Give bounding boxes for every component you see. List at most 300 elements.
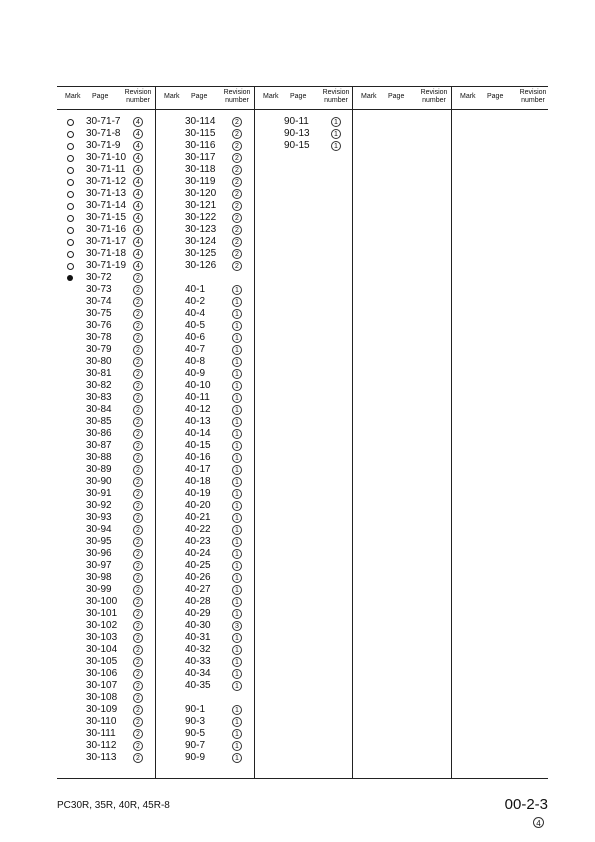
open-circle-mark-icon xyxy=(66,260,74,268)
page-cell: 30-75 xyxy=(86,308,112,319)
table-row xyxy=(57,440,154,452)
table-row xyxy=(57,248,154,260)
header-revision-line: number xyxy=(521,97,545,104)
revision-badge: 1 xyxy=(331,141,341,151)
revision-badge: 1 xyxy=(232,465,242,475)
page-cell: 40-6 xyxy=(185,332,206,343)
page-cell: 30-71-7 xyxy=(86,116,121,127)
page-cell: 40-18 xyxy=(185,476,211,487)
table-row xyxy=(57,164,154,176)
table-row xyxy=(156,632,253,644)
revision-badge: 2 xyxy=(133,309,143,319)
page-cell: 30-116 xyxy=(185,140,216,151)
revision-badge: 2 xyxy=(133,501,143,511)
table-row xyxy=(156,644,253,656)
table-row xyxy=(57,488,154,500)
header-revision-line: Revision xyxy=(519,89,547,96)
table-row xyxy=(57,212,154,224)
table-row xyxy=(57,740,154,752)
table-row xyxy=(156,200,253,212)
page-cell: 30-90 xyxy=(86,476,112,487)
page-cell: 40-2 xyxy=(185,296,206,307)
page-cell: 30-121 xyxy=(185,200,217,211)
page-cell: 30-110 xyxy=(86,716,117,727)
page-cell: 30-102 xyxy=(86,620,118,631)
header-page: Page xyxy=(92,93,109,100)
page-cell: 40-15 xyxy=(185,440,211,451)
page-cell: 30-103 xyxy=(86,632,118,643)
table-row xyxy=(156,656,253,668)
header-page: Page xyxy=(388,93,405,100)
revision-badge: 2 xyxy=(133,465,143,475)
revision-badge: 4 xyxy=(133,237,143,247)
page-cell: 30-114 xyxy=(185,116,216,127)
revision-badge: 2 xyxy=(133,345,143,355)
header-revision-line: Revision xyxy=(223,89,251,96)
page-cell: 30-71-18 xyxy=(86,248,127,259)
table-row xyxy=(57,584,154,596)
table-row xyxy=(156,716,253,728)
column-divider xyxy=(451,86,452,778)
table-row xyxy=(57,452,154,464)
revision-badge: 1 xyxy=(232,753,242,763)
table-row xyxy=(156,752,253,764)
table-row xyxy=(156,512,253,524)
revision-badge: 2 xyxy=(133,417,143,427)
page-cell: 30-71-8 xyxy=(86,128,121,139)
open-circle-mark-icon xyxy=(66,236,74,244)
page-cell: 40-7 xyxy=(185,344,206,355)
open-circle-mark-icon xyxy=(66,164,74,172)
revision-badge: 2 xyxy=(133,753,143,763)
header-mark: Mark xyxy=(164,93,180,100)
page-cell: 30-105 xyxy=(86,656,118,667)
page-cell: 40-24 xyxy=(185,548,211,559)
revision-badge: 2 xyxy=(232,129,242,139)
table-row xyxy=(57,668,154,680)
revision-badge: 1 xyxy=(232,561,242,571)
page-cell: 30-84 xyxy=(86,404,112,415)
table-row xyxy=(57,272,154,284)
revision-badge: 4 xyxy=(133,177,143,187)
page-cell: 40-9 xyxy=(185,368,206,379)
page-cell: 30-82 xyxy=(86,380,112,391)
revision-badge: 1 xyxy=(232,345,242,355)
page-cell: 30-115 xyxy=(185,128,216,139)
revision-badge: 2 xyxy=(133,597,143,607)
revision-badge: 1 xyxy=(232,429,242,439)
revision-badge: 2 xyxy=(232,141,242,151)
revision-badge: 1 xyxy=(232,453,242,463)
page-cell: 30-126 xyxy=(185,260,217,271)
page-cell: 30-122 xyxy=(185,212,217,223)
table-row xyxy=(156,500,253,512)
table-row xyxy=(156,152,253,164)
revision-badge: 2 xyxy=(232,249,242,259)
filled-circle-mark-icon xyxy=(66,272,74,280)
table-row xyxy=(57,392,154,404)
page-cell: 40-33 xyxy=(185,656,211,667)
table-row xyxy=(156,620,253,632)
header-revision xyxy=(220,89,254,105)
table-row xyxy=(156,704,253,716)
page-cell: 30-71-15 xyxy=(86,212,127,223)
table-top-rule xyxy=(57,86,548,87)
table-row xyxy=(57,524,154,536)
table-row xyxy=(57,356,154,368)
page-cell: 30-106 xyxy=(86,668,118,679)
revision-badge: 1 xyxy=(232,717,242,727)
revision-badge: 2 xyxy=(133,681,143,691)
model-name: PC30R, 35R, 40R, 45R-8 xyxy=(57,800,170,811)
table-row xyxy=(156,128,253,140)
page-cell: 90-9 xyxy=(185,752,206,763)
page-cell: 30-113 xyxy=(86,752,117,763)
table-row xyxy=(57,692,154,704)
revision-badge: 2 xyxy=(133,705,143,715)
revision-badge: 1 xyxy=(232,633,242,643)
revision-badge: 2 xyxy=(133,285,143,295)
revision-badge: 1 xyxy=(232,381,242,391)
open-circle-mark-icon xyxy=(66,188,74,196)
revision-badge: 4 xyxy=(133,117,143,127)
page-cell: 40-27 xyxy=(185,584,211,595)
page-cell: 40-4 xyxy=(185,308,206,319)
page-cell: 40-12 xyxy=(185,404,211,415)
header-revision xyxy=(417,89,451,105)
table-row xyxy=(156,308,253,320)
header-mark: Mark xyxy=(65,93,81,100)
revision-badge: 4 xyxy=(133,201,143,211)
revision-badge: 4 xyxy=(133,153,143,163)
revision-badge: 2 xyxy=(133,657,143,667)
open-circle-mark-icon xyxy=(66,224,74,232)
page-cell: 30-73 xyxy=(86,284,112,295)
table-row xyxy=(156,320,253,332)
revision-badge: 4 xyxy=(133,165,143,175)
table-row xyxy=(156,392,253,404)
page-cell: 90-7 xyxy=(185,740,206,751)
page-cell: 30-124 xyxy=(185,236,217,247)
table-row xyxy=(57,476,154,488)
revision-badge: 4 xyxy=(133,213,143,223)
open-circle-mark-icon xyxy=(66,248,74,256)
revision-badge: 2 xyxy=(133,717,143,727)
page-cell: 30-71-16 xyxy=(86,224,127,235)
page-cell: 40-34 xyxy=(185,668,211,679)
header-revision-line: number xyxy=(126,97,150,104)
table-row xyxy=(57,128,154,140)
header-revision-line: number xyxy=(324,97,348,104)
revision-badge: 1 xyxy=(232,417,242,427)
table-row xyxy=(156,356,253,368)
table-row xyxy=(156,440,253,452)
header-revision xyxy=(319,89,353,105)
revision-badge: 2 xyxy=(232,177,242,187)
page-cell: 40-8 xyxy=(185,356,206,367)
revision-badge: 2 xyxy=(232,261,242,271)
table-row xyxy=(57,344,154,356)
table-row xyxy=(255,128,352,140)
table-row xyxy=(156,284,253,296)
table-row xyxy=(57,536,154,548)
table-row xyxy=(57,596,154,608)
table-row xyxy=(156,188,253,200)
revision-badge: 1 xyxy=(232,729,242,739)
revision-badge: 1 xyxy=(331,129,341,139)
revision-badge: 1 xyxy=(232,357,242,367)
page-cell: 30-83 xyxy=(86,392,112,403)
table-row xyxy=(57,152,154,164)
page-cell: 30-86 xyxy=(86,428,112,439)
table-row xyxy=(156,692,253,704)
page-cell: 30-78 xyxy=(86,332,112,343)
page-cell: 40-11 xyxy=(185,392,210,403)
revision-badge: 2 xyxy=(133,489,143,499)
revision-badge: 1 xyxy=(232,489,242,499)
open-circle-mark-icon xyxy=(66,152,74,160)
revision-badge: 4 xyxy=(133,189,143,199)
page-cell: 30-111 xyxy=(86,728,116,739)
revision-badge: 1 xyxy=(232,585,242,595)
revision-badge: 2 xyxy=(133,549,143,559)
table-row xyxy=(57,548,154,560)
page-cell: 30-74 xyxy=(86,296,112,307)
table-row xyxy=(57,176,154,188)
open-circle-mark-icon xyxy=(66,176,74,184)
revision-badge: 4 xyxy=(133,129,143,139)
page-number: 00-2-3 xyxy=(504,796,548,813)
revision-badge: 2 xyxy=(133,297,143,307)
revision-badge: 2 xyxy=(133,357,143,367)
table-row xyxy=(57,608,154,620)
page-cell: 40-28 xyxy=(185,596,211,607)
revision-badge: 2 xyxy=(133,561,143,571)
page-cell: 30-125 xyxy=(185,248,217,259)
table-row xyxy=(57,680,154,692)
page-cell: 40-31 xyxy=(185,632,211,643)
table-row xyxy=(57,320,154,332)
table-row xyxy=(156,416,253,428)
table-row xyxy=(57,704,154,716)
table-row xyxy=(156,488,253,500)
page-cell: 90-11 xyxy=(284,116,309,127)
table-row xyxy=(156,536,253,548)
page-cell: 30-81 xyxy=(86,368,112,379)
page-cell: 30-72 xyxy=(86,272,112,283)
revision-badge: 2 xyxy=(133,273,143,283)
page-cell: 30-99 xyxy=(86,584,112,595)
header-revision xyxy=(516,89,550,105)
table-row xyxy=(156,236,253,248)
header-mark: Mark xyxy=(460,93,476,100)
header-mark: Mark xyxy=(263,93,279,100)
table-row xyxy=(156,524,253,536)
table-row xyxy=(57,200,154,212)
table-row xyxy=(156,740,253,752)
header-revision-line: number xyxy=(422,97,446,104)
revision-badge: 2 xyxy=(133,573,143,583)
revision-badge: 2 xyxy=(133,621,143,631)
table-row xyxy=(156,476,253,488)
table-row xyxy=(57,620,154,632)
revision-badge: 2 xyxy=(232,189,242,199)
table-row xyxy=(57,716,154,728)
revision-badge: 2 xyxy=(133,381,143,391)
page-cell: 30-119 xyxy=(185,176,216,187)
page-cell: 40-29 xyxy=(185,608,211,619)
table-row xyxy=(57,236,154,248)
page-cell: 40-20 xyxy=(185,500,211,511)
page-cell: 30-93 xyxy=(86,512,112,523)
revision-badge: 1 xyxy=(232,441,242,451)
page-cell: 30-104 xyxy=(86,644,118,655)
header-page: Page xyxy=(290,93,307,100)
revision-badge: 4 xyxy=(133,261,143,271)
page-cell: 40-25 xyxy=(185,560,211,571)
table-row xyxy=(156,296,253,308)
revision-badge: 1 xyxy=(232,393,242,403)
page-cell: 30-108 xyxy=(86,692,118,703)
table-row xyxy=(156,248,253,260)
page-cell: 30-95 xyxy=(86,536,112,547)
page-cell: 40-14 xyxy=(185,428,211,439)
page-cell: 30-92 xyxy=(86,500,112,511)
table-row xyxy=(57,368,154,380)
table-row xyxy=(57,380,154,392)
page-cell: 30-89 xyxy=(86,464,112,475)
revision-badge: 2 xyxy=(133,585,143,595)
page-cell: 40-21 xyxy=(185,512,211,523)
revision-badge: 4 xyxy=(133,141,143,151)
page-cell: 40-26 xyxy=(185,572,211,583)
revision-badge: 2 xyxy=(133,537,143,547)
page-cell: 30-101 xyxy=(86,608,118,619)
revision-badge: 2 xyxy=(232,153,242,163)
page-cell: 30-88 xyxy=(86,452,112,463)
revision-badge: 2 xyxy=(133,453,143,463)
page-cell: 30-71-12 xyxy=(86,176,127,187)
page-cell: 30-71-9 xyxy=(86,140,121,151)
header-revision-line: number xyxy=(225,97,249,104)
revision-badge: 2 xyxy=(133,321,143,331)
page-cell: 90-3 xyxy=(185,716,206,727)
page-cell: 30-94 xyxy=(86,524,112,535)
table-row xyxy=(156,380,253,392)
table-row xyxy=(156,404,253,416)
table-row xyxy=(156,548,253,560)
revision-badge: 1 xyxy=(232,645,242,655)
revision-badge: 2 xyxy=(133,525,143,535)
table-row xyxy=(57,308,154,320)
page-cell: 40-16 xyxy=(185,452,211,463)
revision-badge: 1 xyxy=(232,513,242,523)
table-row xyxy=(57,332,154,344)
page-cell: 30-71-19 xyxy=(86,260,127,271)
table-row xyxy=(57,404,154,416)
table-row xyxy=(156,164,253,176)
revision-badge: 1 xyxy=(232,297,242,307)
table-row xyxy=(156,260,253,272)
page-cell: 40-5 xyxy=(185,320,206,331)
table-row xyxy=(57,296,154,308)
table-row xyxy=(156,572,253,584)
table-row xyxy=(156,452,253,464)
table-row xyxy=(156,728,253,740)
table-row xyxy=(57,116,154,128)
revision-badge: 2 xyxy=(232,201,242,211)
revision-badge: 2 xyxy=(133,513,143,523)
table-row xyxy=(57,752,154,764)
revision-badge: 1 xyxy=(232,657,242,667)
revision-badge: 2 xyxy=(133,609,143,619)
page-cell: 30-71-11 xyxy=(86,164,126,175)
revision-badge: 1 xyxy=(232,333,242,343)
revision-badge: 1 xyxy=(232,501,242,511)
table-row xyxy=(156,212,253,224)
page-cell: 30-76 xyxy=(86,320,112,331)
page-cell: 30-112 xyxy=(86,740,117,751)
page-cell: 30-80 xyxy=(86,356,112,367)
revision-badge: 3 xyxy=(232,621,242,631)
open-circle-mark-icon xyxy=(66,200,74,208)
page-cell: 30-123 xyxy=(185,224,217,235)
revision-badge: 4 xyxy=(133,225,143,235)
revision-badge: 2 xyxy=(232,213,242,223)
page-cell: 30-98 xyxy=(86,572,112,583)
revision-badge: 2 xyxy=(133,741,143,751)
table-row xyxy=(57,644,154,656)
revision-badge: 1 xyxy=(232,549,242,559)
table-row xyxy=(156,344,253,356)
open-circle-mark-icon xyxy=(66,212,74,220)
page-cell: 90-15 xyxy=(284,140,310,151)
table-row xyxy=(156,608,253,620)
revision-badge: 1 xyxy=(232,669,242,679)
revision-badge: 2 xyxy=(133,729,143,739)
table-row xyxy=(156,368,253,380)
page-cell: 40-32 xyxy=(185,644,211,655)
page-cell: 90-5 xyxy=(185,728,206,739)
revision-badge: 1 xyxy=(232,537,242,547)
table-row xyxy=(156,680,253,692)
table-row xyxy=(57,188,154,200)
revision-badge: 2 xyxy=(232,117,242,127)
table-row xyxy=(156,224,253,236)
table-row xyxy=(156,596,253,608)
revision-badge: 1 xyxy=(232,369,242,379)
revision-badge: 1 xyxy=(232,525,242,535)
table-row xyxy=(57,416,154,428)
table-bottom-rule xyxy=(57,778,548,779)
revision-badge: 1 xyxy=(232,477,242,487)
revision-badge: 2 xyxy=(133,477,143,487)
revision-badge: 2 xyxy=(232,225,242,235)
table-row xyxy=(57,560,154,572)
table-row xyxy=(255,116,352,128)
table-row xyxy=(57,512,154,524)
revision-badge: 2 xyxy=(133,429,143,439)
revision-badge: 2 xyxy=(133,333,143,343)
page-cell: 40-1 xyxy=(185,284,206,295)
page-cell: 40-13 xyxy=(185,416,211,427)
page-cell: 40-30 xyxy=(185,620,211,631)
revision-badge: 2 xyxy=(133,693,143,703)
column-divider xyxy=(352,86,353,778)
header-page: Page xyxy=(191,93,208,100)
page-cell: 30-87 xyxy=(86,440,112,451)
table-row xyxy=(57,284,154,296)
